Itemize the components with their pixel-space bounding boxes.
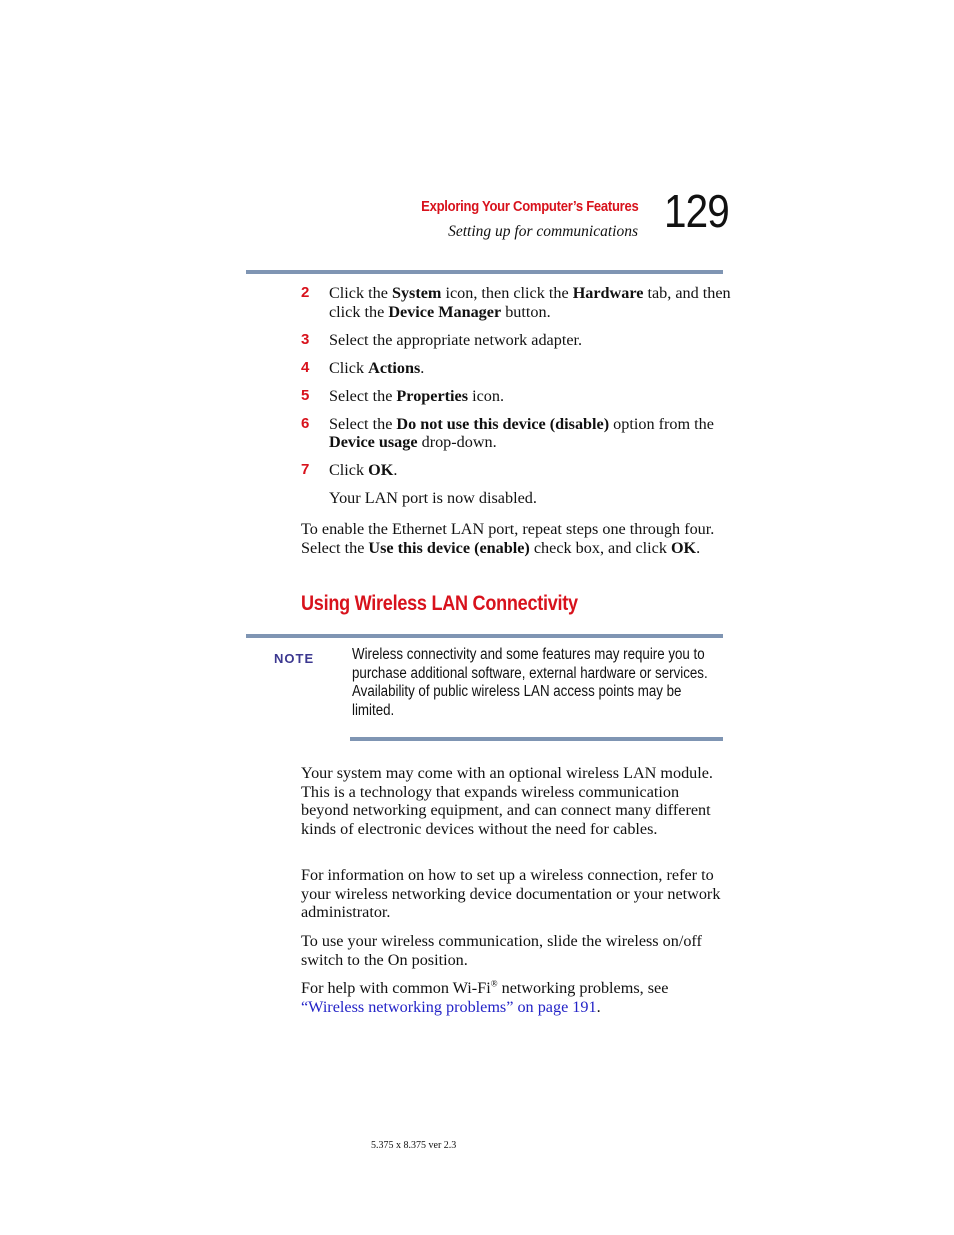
cross-reference-link[interactable]: “Wireless networking problems” on page 191 (301, 997, 597, 1016)
ui-term: Actions (368, 358, 421, 377)
step-number: 2 (301, 284, 310, 301)
step-number: 4 (301, 358, 310, 376)
note-text: Wireless connectivity and some features may require you to purchase additional software, external hardware or services. Availability of public wireless LAN access points may be limited. (352, 646, 708, 720)
step-number: 6 (301, 414, 310, 432)
ui-term: Use this device (enable) (368, 538, 530, 557)
step-result: Your LAN port is now disabled. (329, 489, 537, 508)
step-text: icon, then click the (441, 284, 573, 302)
body-paragraph: For information on how to set up a wireless connection, refer to your wireless networking device documentation or your network administrator. (301, 866, 721, 922)
step-text: button. (501, 302, 551, 321)
footer-version: 5.375 x 8.375 ver 2.3 (371, 1140, 457, 1151)
header-rule (246, 270, 723, 274)
para-text: For help with common Wi-Fi (301, 979, 491, 997)
step-text: Select the appropriate network adapter. (329, 330, 583, 349)
step-item (301, 461, 731, 480)
para-text: . (596, 997, 601, 1016)
ui-term: OK (368, 461, 394, 480)
step-text: Click (329, 461, 369, 480)
ui-term: Do not use this device (disable) (396, 414, 610, 433)
step-item (301, 284, 731, 321)
note-bottom-rule (350, 737, 723, 741)
enable-paragraph (301, 520, 726, 557)
step-text: Select the (329, 414, 397, 433)
note-label: NOTE (274, 651, 315, 666)
step-item (301, 415, 731, 452)
step-text: . (393, 461, 398, 480)
ui-term: Device Manager (388, 302, 502, 321)
step-text: Click (329, 358, 369, 377)
ui-term: Properties (396, 386, 469, 405)
registered-mark: ® (490, 978, 498, 989)
ui-term: System (391, 284, 442, 302)
step-text: Click the (329, 284, 392, 302)
para-text: networking problems, see (497, 979, 669, 997)
page-number: 129 (664, 185, 729, 237)
para-text: . (696, 538, 701, 557)
step-text: Select the (329, 386, 397, 405)
step-text: tab, and then click the (329, 284, 731, 321)
step-number: 3 (301, 330, 310, 348)
note-top-rule (246, 634, 723, 638)
section-heading: Using Wireless LAN Connectivity (301, 592, 578, 615)
step-text: . (420, 358, 425, 377)
body-paragraph (301, 979, 726, 1016)
ui-term: Hardware (572, 284, 644, 302)
step-text: icon. (468, 386, 505, 405)
step-item (301, 387, 731, 406)
body-paragraph: Your system may come with an optional wireless LAN module. This is a technology that expands wireless communication beyond networking equipment, and can connect many different kinds of electronic devices without the need for cables. (301, 764, 713, 838)
step-item (301, 331, 731, 350)
para-text: To enable the Ethernet LAN port, repeat steps one through four. Select the (301, 520, 715, 557)
step-text: drop-down. (417, 433, 497, 452)
step-number: 7 (301, 461, 310, 479)
chapter-title: Exploring Your Computer’s Features (420, 199, 638, 215)
step-list (301, 284, 731, 508)
ui-term: OK (670, 538, 697, 557)
section-subtitle: Setting up for communications (448, 223, 638, 240)
para-text: check box, and click (529, 538, 671, 557)
step-number: 5 (301, 386, 310, 404)
ui-term: Device usage (329, 433, 418, 452)
step-item (301, 359, 731, 378)
step-text: option from the (609, 414, 714, 433)
body-paragraph: To use your wireless communication, slide the wireless on/off switch to the On position. (301, 932, 702, 969)
